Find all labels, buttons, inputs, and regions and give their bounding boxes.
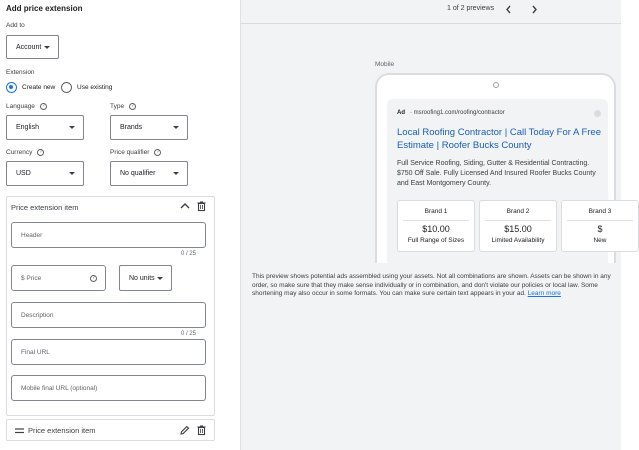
use-existing-radio[interactable] bbox=[61, 82, 72, 93]
trash-icon[interactable] bbox=[197, 425, 206, 435]
ad-description: Full Service Roofing, Siding, Gutter & Residential Contracting. $750 Off Sale. Fully Licensed And Insured Roofer Bucks County and East Montgomery County. bbox=[397, 160, 596, 187]
help-icon[interactable]: ? bbox=[129, 103, 136, 110]
ad-badge: Ad bbox=[397, 110, 405, 116]
chevron-down-icon bbox=[69, 172, 75, 175]
currency-select[interactable] bbox=[6, 161, 84, 186]
price-qualifier-value: No qualifier bbox=[120, 170, 156, 177]
form-panel bbox=[0, 0, 241, 450]
create-new-radio[interactable] bbox=[6, 82, 17, 93]
phone-frame bbox=[375, 73, 616, 263]
type-select[interactable] bbox=[110, 115, 188, 140]
ad-headline[interactable]: Local Roofing Contractor | Call Today For A Free Estimate | Roofer Bucks County bbox=[397, 127, 602, 151]
price-tile[interactable]: Brand 3 $ New bbox=[561, 200, 639, 252]
add-to-label: Add to bbox=[6, 22, 25, 29]
help-icon[interactable]: ? bbox=[40, 103, 47, 110]
info-icon[interactable] bbox=[594, 110, 601, 117]
learn-more-link[interactable]: Learn more bbox=[527, 290, 561, 297]
ad-preview bbox=[387, 99, 612, 265]
pencil-icon[interactable] bbox=[180, 425, 190, 435]
help-icon[interactable]: ? bbox=[154, 149, 161, 156]
final-url-input[interactable]: Final URL bbox=[11, 339, 206, 365]
price-extension-item-collapsed[interactable] bbox=[6, 419, 215, 441]
price-qualifier-select[interactable] bbox=[110, 161, 188, 186]
header-counter: 0 / 25 bbox=[181, 251, 197, 257]
panel-title: Add price extension bbox=[6, 4, 83, 13]
chevron-down-icon bbox=[44, 46, 50, 49]
language-select[interactable] bbox=[6, 115, 84, 140]
preview-toolbar-divider bbox=[241, 23, 621, 24]
ad-url-line bbox=[397, 110, 505, 116]
units-select[interactable] bbox=[119, 265, 172, 291]
chevron-right-icon[interactable] bbox=[531, 5, 538, 14]
chevron-down-icon bbox=[173, 172, 179, 175]
type-value: Brands bbox=[120, 124, 143, 131]
help-icon[interactable]: ? bbox=[90, 275, 97, 282]
price-tile[interactable]: Brand 2 $15.00 Limited Availability bbox=[479, 200, 557, 252]
camera-icon bbox=[493, 82, 499, 88]
price-input[interactable]: $ Price ? bbox=[11, 265, 106, 291]
add-to-select[interactable] bbox=[6, 35, 59, 59]
currency-label: Currency ? bbox=[6, 149, 44, 156]
add-to-value: Account bbox=[16, 43, 42, 51]
help-icon[interactable]: ? bbox=[37, 149, 44, 156]
price-qualifier-label: Price qualifier ? bbox=[110, 149, 161, 156]
item2-title: Price extension item bbox=[28, 426, 96, 435]
item-title: Price extension item bbox=[11, 203, 79, 212]
chevron-up-icon[interactable] bbox=[180, 202, 190, 210]
description-input[interactable]: Description bbox=[11, 302, 206, 328]
chevron-down-icon bbox=[69, 126, 75, 129]
chevron-down-icon bbox=[173, 126, 179, 129]
preview-pager: 1 of 2 previews bbox=[447, 5, 495, 12]
price-tiles bbox=[397, 200, 612, 254]
ad-url: · msroofing1.com/roofing/contractor bbox=[410, 110, 505, 116]
price-extension-item-card bbox=[6, 196, 215, 416]
currency-value: USD bbox=[16, 170, 31, 177]
drag-handle-icon[interactable] bbox=[15, 428, 24, 434]
chevron-down-icon bbox=[157, 277, 163, 280]
device-label: Mobile bbox=[375, 61, 395, 68]
type-label: Type ? bbox=[110, 103, 136, 110]
description-counter: 0 / 25 bbox=[181, 331, 197, 337]
trash-icon[interactable] bbox=[197, 201, 206, 211]
price-tile[interactable]: Brand 1 $10.00 Full Range of Sizes bbox=[397, 200, 475, 252]
language-value: English bbox=[16, 124, 39, 131]
header-input[interactable]: Header bbox=[11, 222, 206, 248]
extension-label: Extension bbox=[6, 69, 35, 76]
use-existing-label[interactable]: Use existing bbox=[77, 84, 113, 91]
create-new-label[interactable]: Create new bbox=[22, 84, 56, 91]
preview-disclaimer: This preview shows potential ads assembled using your assets. Not all combinations are shown. Assets can be shown in any order, so make sure that they make sense individually or in combination, and don't violate our policies or local law. Some shortening may also occur in some formats. You can make sure certain text appears in your ad. Learn more bbox=[252, 273, 611, 297]
chevron-left-icon[interactable] bbox=[505, 5, 512, 14]
mobile-final-url-input[interactable]: Mobile final URL (optional) bbox=[11, 375, 206, 401]
language-label: Language ? bbox=[6, 103, 47, 110]
units-value: No units bbox=[129, 274, 155, 282]
